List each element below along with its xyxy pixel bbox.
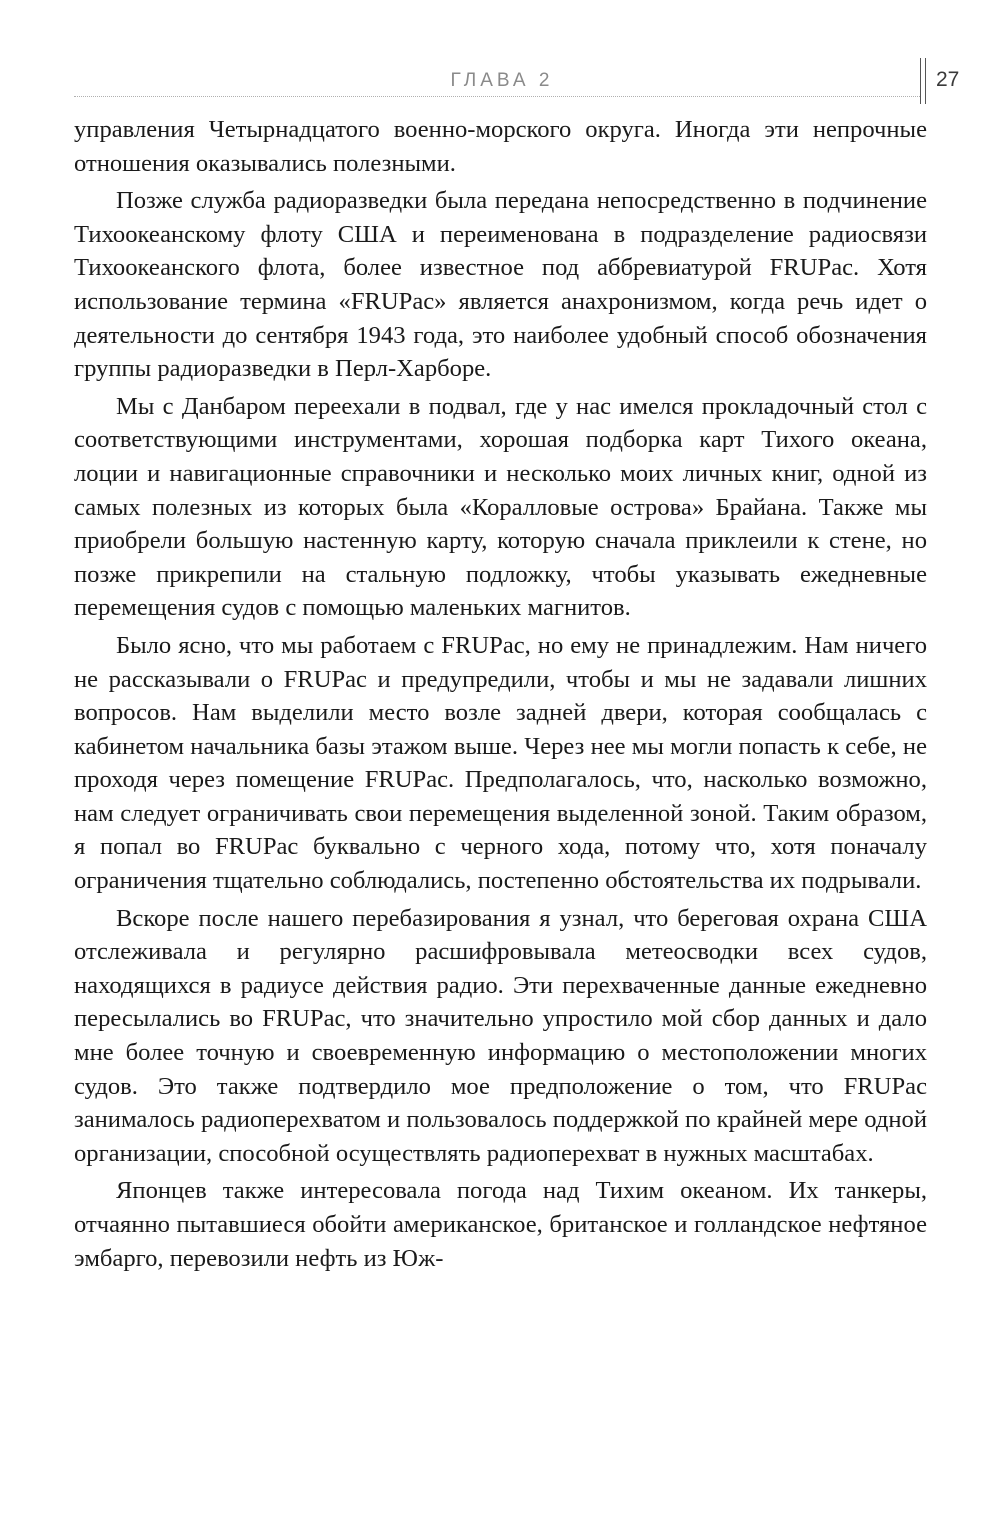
paragraph: Мы с Данбаром переехали в подвал, где у нас имелся прокладочный стол с соответствующими инструментами, хорошая подборка карт Тихого океана, лоции и навигационные справочники и несколько моих личных книг, одной из самых полезных из которых была «Коралловые острова» Брайана. Также мы приобрели большую настенную карту, которую сначала приклеили к стене, но позже прикрепили на стальную подложку, чтобы указывать ежедневные перемещения судов с помощью маленьких магнитов. <box>74 392 927 622</box>
header-rule <box>74 96 920 97</box>
paragraph: Позже служба радиоразведки была передана непосредственно в подчинение Тихоокеанскому флоту США и переименована в подразделение радиосвязи Тихоокеанского флота, более известное под аббревиатурой FRUPac. Хотя использование термина «FRUPac» является анахронизмом, когда речь идет о деятельности до сентября 1943 года, это наиболее удобный способ обозначения группы радиоразведки в Перл-Харборе. <box>74 187 927 383</box>
paragraph: Было ясно, что мы работаем с FRUPac, но ему не принадлежим. Нам ничего не рассказывали о FRUPac и предупредили, чтобы и мы не задавали лишних вопросов. Нам выделили место возле задней двери, которая сообщалась с кабинетом начальника базы этажом выше. Через нее мы могли попасть к себе, не проходя через помещение FRUPac. Предполагалось, что, насколько возможно, нам следует ограничивать свои перемещения выделенной зоной. Таким образом, я попал во FRUPac буквально с черного хода, потому что, хотя поначалу ограничения тщательно соблюдались, постепенно обстоятельства их подрывали. <box>74 631 927 895</box>
paragraph-continuation: управления Четырнадцатого военно-морского округа. Иногда эти непрочные отношения оказывались полезными. <box>74 116 927 177</box>
body-text <box>74 113 927 1275</box>
chapter-title: ГЛАВА 2 <box>450 70 554 91</box>
running-header <box>74 64 990 104</box>
page-number: 27 <box>936 68 960 91</box>
header-divider-bar <box>920 58 926 104</box>
paragraph: Вскоре после нашего перебазирования я узнал, что береговая охрана США отслеживала и регулярно расшифровывала метеосводки всех судов, находящихся в радиусе действия радио. Эти перехваченные данные ежедневно пересылались во FRUPac, что значительно упростило мой сбор данных и дало мне более точную и своевременную информацию о местоположении многих судов. Это также подтвердило мое предположение о том, что FRUPac занималось радиоперехватом и пользовалось поддержкой по крайней мере одной организации, способной осуществлять радиоперехват в нужных масштабах. <box>74 904 927 1167</box>
paragraph: Японцев также интересовала погода над Тихим океаном. Их танкеры, отчаянно пытавшиеся обойти американское, британское и голландское нефтяное эмбарго, перевозили нефть из Юж- <box>74 1177 927 1272</box>
